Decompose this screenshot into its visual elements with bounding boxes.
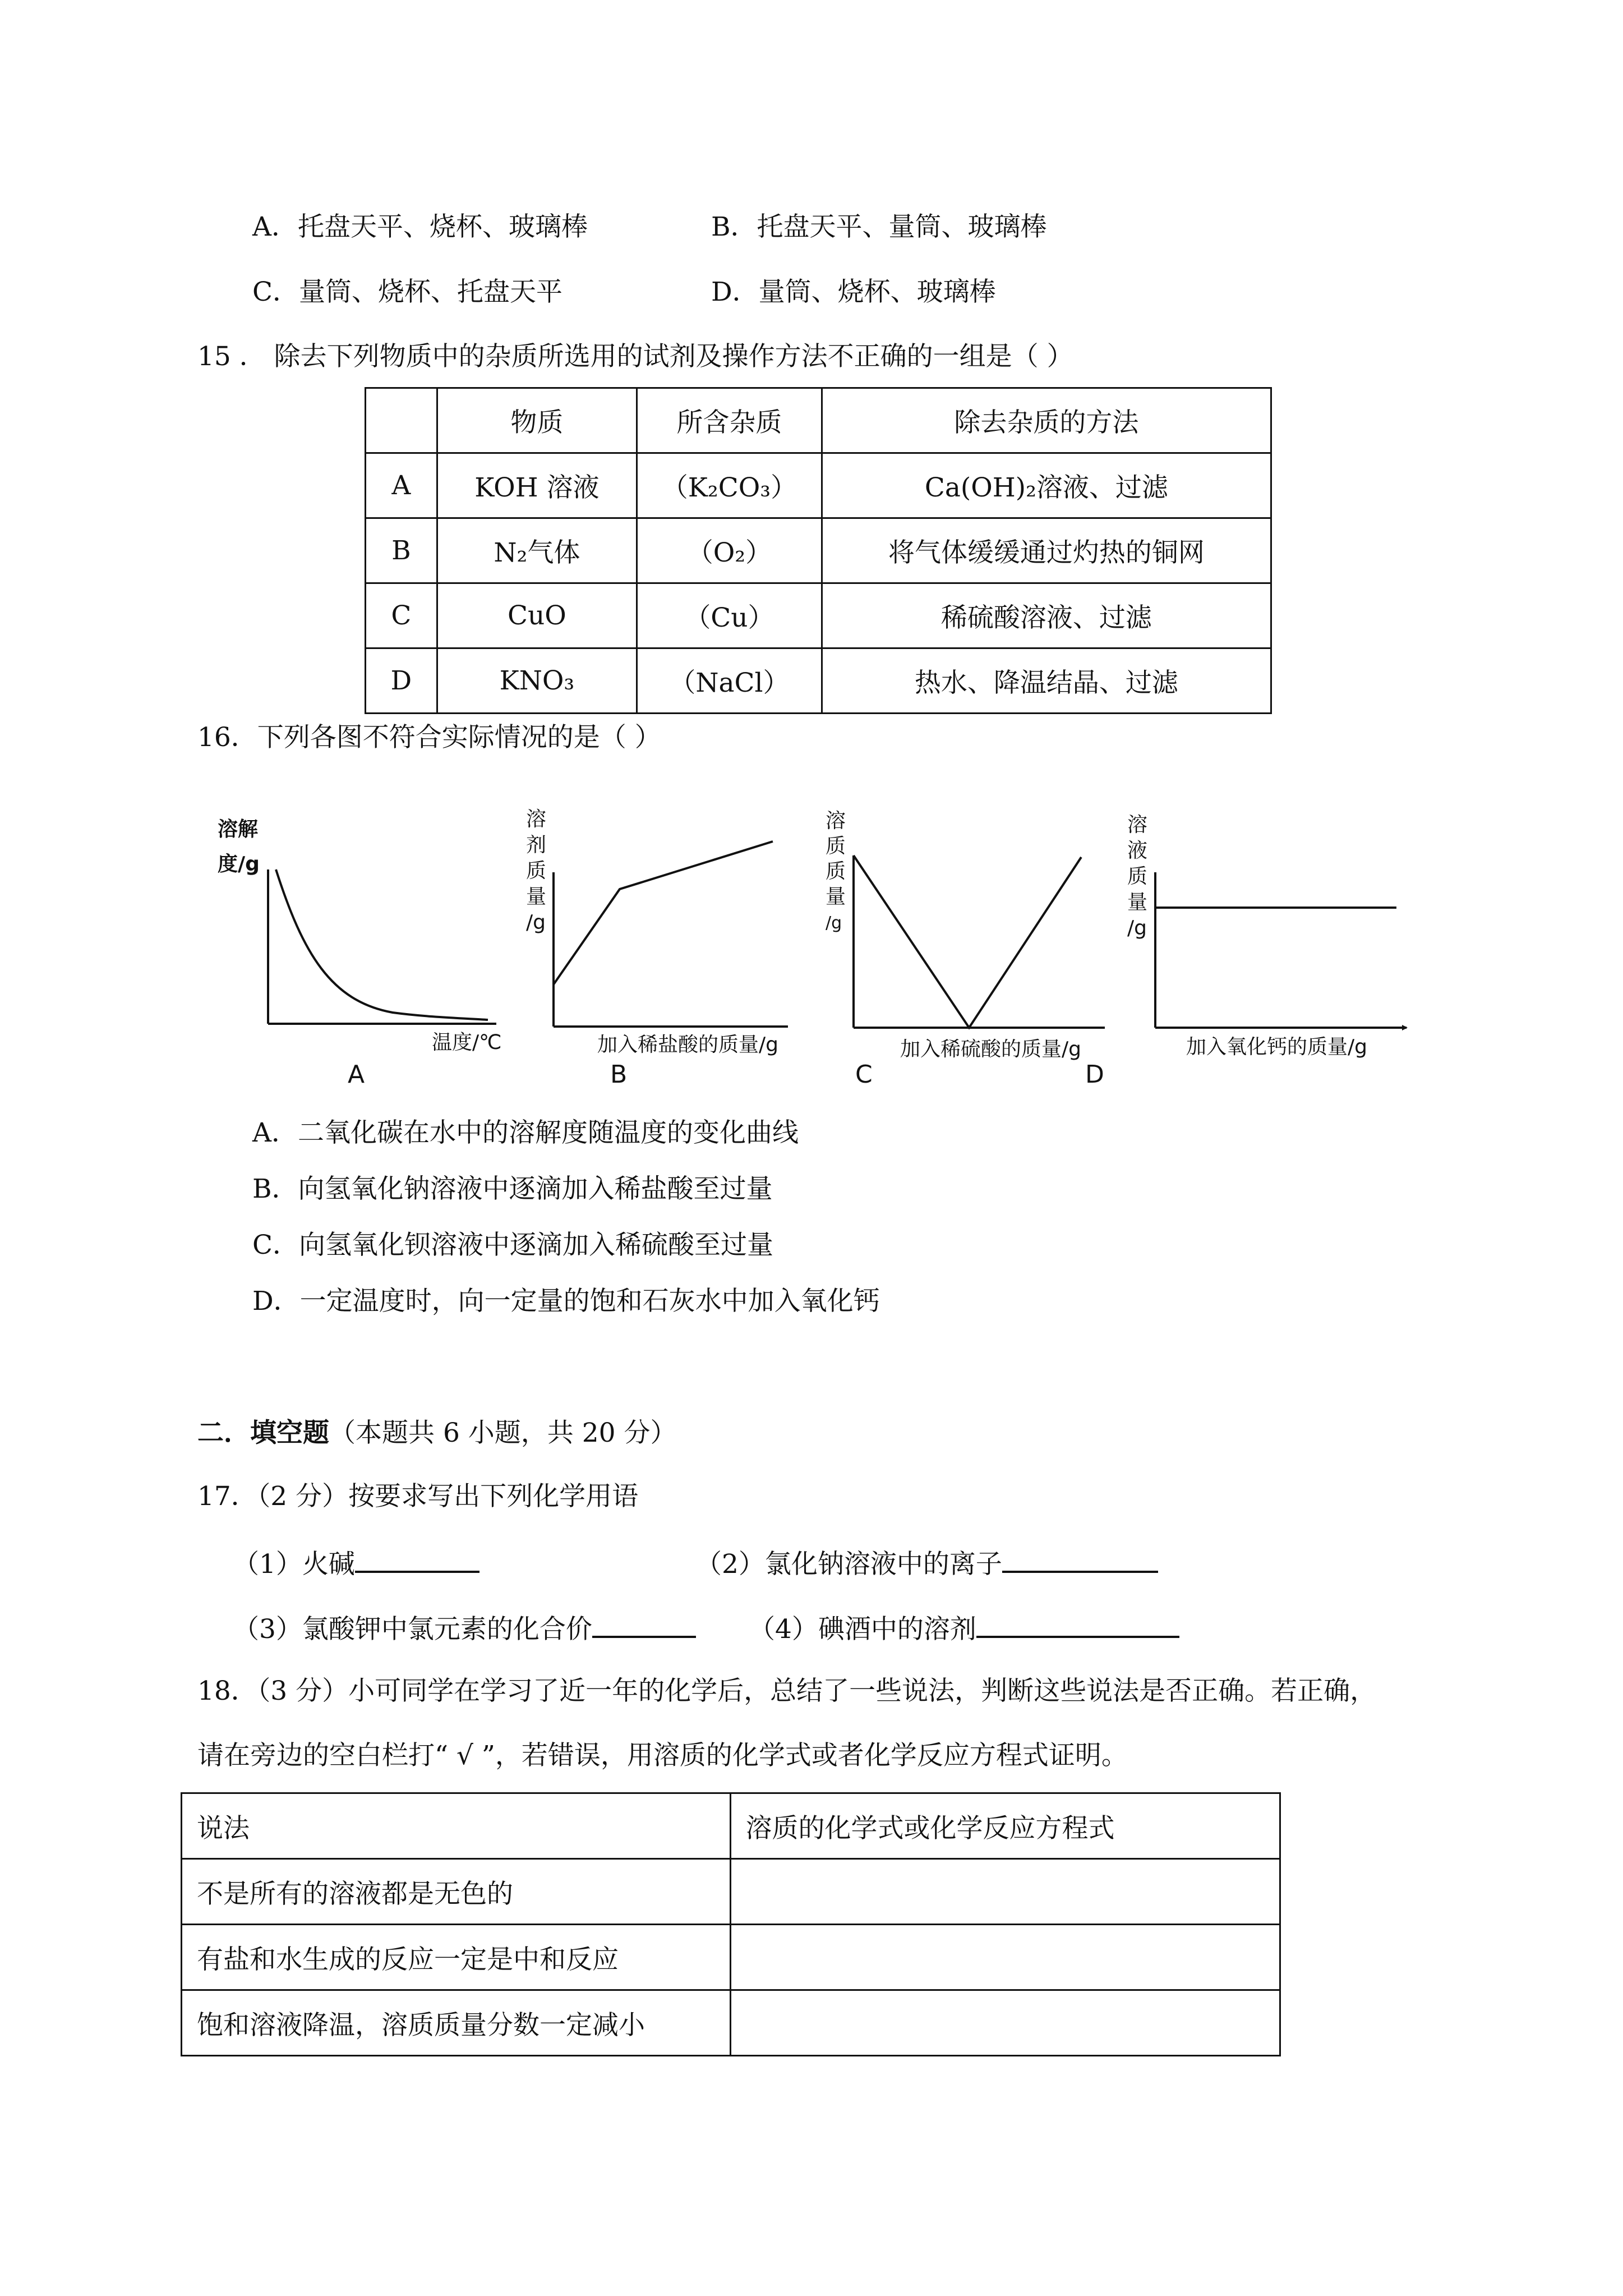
graph-c-xlabel: 加入稀硫酸的质量/g bbox=[900, 1038, 1081, 1061]
q15-table bbox=[365, 387, 1272, 714]
graph-c-ylabel: 溶 bbox=[826, 809, 846, 832]
table-row bbox=[366, 518, 1271, 583]
method-cell: 稀硫酸溶液、过滤 bbox=[822, 583, 1271, 648]
q16-option-d: D．一定温度时，向一定量的饱和石灰水中加入氧化钙 bbox=[252, 1286, 880, 1317]
q15-stem: 15 ． 除去下列物质中的杂质所选用的试剂及操作方法不正确的一组是（ ） bbox=[197, 341, 1073, 372]
substance-cell: CuO bbox=[437, 583, 637, 648]
q17-item-4-label: （4）碘酒中的溶剂 bbox=[749, 1614, 976, 1645]
q16-option-a: A．二氧化碳在水中的溶解度随温度的变化曲线 bbox=[252, 1117, 799, 1148]
substance-cell: N₂气体 bbox=[437, 518, 637, 583]
graph-b-ylabel: 溶 bbox=[526, 808, 547, 831]
q18-stem-line1: 18．（3 分）小可同学在学习了近一年的化学后，总结了一些说法，判断这些说法是否正确。若正确， bbox=[197, 1676, 1377, 1706]
graph-b-ylabel: 质 bbox=[526, 859, 547, 882]
substance-cell: KOH 溶液 bbox=[437, 453, 637, 518]
graph-d bbox=[1085, 813, 1407, 1089]
table-header-cell: 物质 bbox=[437, 388, 637, 453]
graph-c bbox=[826, 809, 1105, 1089]
graph-c-label: C bbox=[855, 1060, 873, 1089]
q14-option-a: A．托盘天平、烧杯、玻璃棒 bbox=[252, 211, 588, 242]
graph-d-ylabel: 质 bbox=[1127, 865, 1148, 888]
row-label: D bbox=[366, 648, 437, 714]
q16-option-b: B．向氢氧化钠溶液中逐滴加入稀盐酸至过量 bbox=[252, 1174, 773, 1204]
graph-c-ylabel: 质 bbox=[826, 860, 846, 883]
table-row bbox=[182, 1925, 1280, 1990]
answer-cell[interactable] bbox=[730, 1990, 1280, 2056]
graph-a-xlabel: 温度/℃ bbox=[432, 1031, 502, 1054]
impurity-cell: （NaCl） bbox=[637, 648, 822, 714]
answer-blank[interactable] bbox=[592, 1609, 696, 1638]
method-cell: Ca(OH)₂溶液、过滤 bbox=[822, 453, 1271, 518]
row-label: A bbox=[366, 453, 437, 518]
graph-b-label: B bbox=[610, 1060, 628, 1089]
q14-option-b: B．托盘天平、量筒、玻璃棒 bbox=[711, 211, 1047, 242]
table-header-row bbox=[182, 1793, 1280, 1859]
graph-b-ylabel: 剂 bbox=[526, 834, 547, 857]
table-header-cell: 溶质的化学式或化学反应方程式 bbox=[730, 1793, 1280, 1859]
graph-d-label: D bbox=[1085, 1060, 1104, 1089]
table-header-cell: 说法 bbox=[182, 1793, 731, 1859]
graph-a-label: A bbox=[348, 1060, 365, 1089]
q17-item-3-label: （3）氯酸钾中氯元素的化合价 bbox=[233, 1614, 592, 1645]
impurity-cell: （Cu） bbox=[637, 583, 822, 648]
impurity-cell: （O₂） bbox=[637, 518, 822, 583]
section-note: （本题共 6 小题，共 20 分） bbox=[329, 1418, 677, 1448]
q17-item-2 bbox=[695, 1544, 1158, 1581]
table-row bbox=[366, 648, 1271, 714]
table-row bbox=[182, 1859, 1280, 1925]
answer-blank[interactable] bbox=[355, 1544, 479, 1573]
graph-d-ylabel: /g bbox=[1127, 917, 1147, 940]
table-row bbox=[366, 453, 1271, 518]
graph-d-ylabel: 溶 bbox=[1127, 813, 1148, 836]
substance-cell: KNO₃ bbox=[437, 648, 637, 714]
method-cell: 将气体缓缓通过灼热的铜网 bbox=[822, 518, 1271, 583]
graph-a-ylabel: 度/g bbox=[218, 853, 260, 876]
q17-stem: 17．（2 分）按要求写出下列化学用语 bbox=[197, 1481, 639, 1512]
q16-option-c: C．向氢氧化钡溶液中逐滴加入稀硫酸至过量 bbox=[252, 1230, 773, 1260]
section-heading bbox=[197, 1416, 676, 1450]
statement-cell: 不是所有的溶液都是无色的 bbox=[182, 1859, 731, 1925]
table-header-cell bbox=[366, 388, 437, 453]
graph-b-ylabel: 量 bbox=[526, 885, 547, 908]
q16-stem: 16．下列各图不符合实际情况的是（ ） bbox=[197, 722, 661, 753]
row-label: B bbox=[366, 518, 437, 583]
graph-d-ylabel: 液 bbox=[1127, 839, 1148, 862]
graph-d-xlabel: 加入氧化钙的质量/g bbox=[1186, 1036, 1367, 1059]
q17-item-2-label: （2）氯化钠溶液中的离子 bbox=[695, 1549, 1002, 1580]
q18-table bbox=[181, 1792, 1281, 2056]
graph-b-ylabel: /g bbox=[526, 911, 546, 934]
graph-b bbox=[526, 808, 788, 1089]
impurity-cell: （K₂CO₃） bbox=[637, 453, 822, 518]
q17-item-1-label: （1）火碱 bbox=[233, 1549, 355, 1580]
table-header-cell: 除去杂质的方法 bbox=[822, 388, 1271, 453]
section-title: 二．填空题 bbox=[197, 1418, 329, 1448]
graph-b-curve bbox=[554, 841, 773, 984]
answer-cell[interactable] bbox=[730, 1925, 1280, 1990]
method-cell: 热水、降温结晶、过滤 bbox=[822, 648, 1271, 714]
graph-c-ylabel: 量 bbox=[826, 885, 846, 908]
statement-cell: 饱和溶液降温，溶质质量分数一定减小 bbox=[182, 1990, 731, 2056]
graph-c-curve bbox=[854, 855, 1081, 1028]
graph-d-ylabel: 量 bbox=[1127, 891, 1148, 914]
q14-option-c: C．量筒、烧杯、托盘天平 bbox=[252, 277, 562, 307]
statement-cell: 有盐和水生成的反应一定是中和反应 bbox=[182, 1925, 731, 1990]
table-row bbox=[182, 1990, 1280, 2056]
table-header-cell: 所含杂质 bbox=[637, 388, 822, 453]
answer-blank[interactable] bbox=[1002, 1544, 1158, 1573]
table-row bbox=[366, 583, 1271, 648]
graph-a-ylabel: 溶解 bbox=[218, 818, 259, 841]
table-header-row bbox=[366, 388, 1271, 453]
graph-a bbox=[218, 818, 502, 1089]
answer-blank[interactable] bbox=[976, 1609, 1179, 1638]
graph-c-ylabel: 质 bbox=[826, 835, 846, 858]
q17-item-3 bbox=[233, 1609, 696, 1646]
row-label: C bbox=[366, 583, 437, 648]
graph-c-ylabel: /g bbox=[826, 913, 842, 933]
q17-item-4 bbox=[749, 1609, 1179, 1646]
q16-graphs bbox=[0, 785, 1623, 1099]
graph-a-curve bbox=[276, 869, 488, 1020]
q18-stem-line2: 请在旁边的空白栏打“ √ ”，若错误，用溶质的化学式或者化学反应方程式证明。 bbox=[197, 1740, 1128, 1771]
graph-b-xlabel: 加入稀盐酸的质量/g bbox=[597, 1033, 778, 1056]
answer-cell[interactable] bbox=[730, 1859, 1280, 1925]
q14-option-d: D．量筒、烧杯、玻璃棒 bbox=[711, 277, 996, 307]
q17-item-1 bbox=[233, 1544, 479, 1581]
